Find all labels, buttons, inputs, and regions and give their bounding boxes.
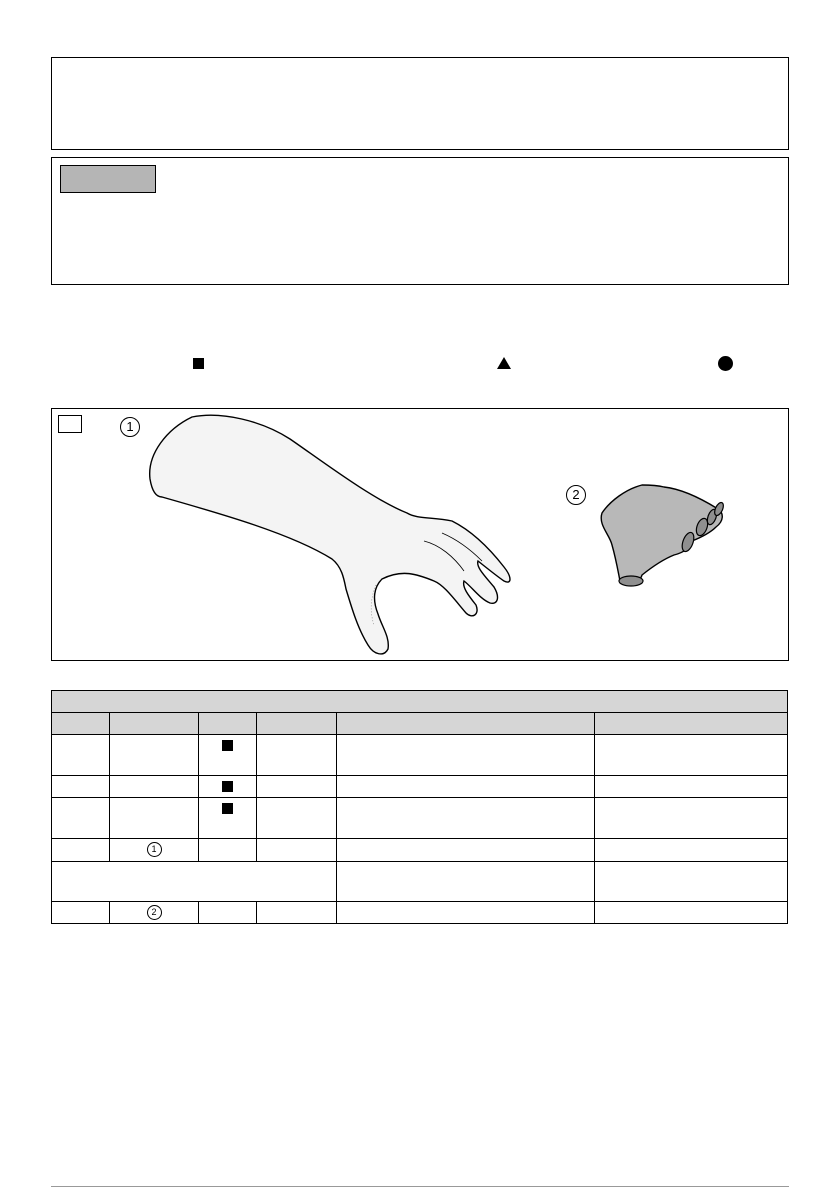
table-row (52, 862, 788, 902)
table-row (52, 839, 788, 862)
header-cell (110, 713, 199, 735)
header-cell (199, 713, 257, 735)
header-cell (52, 713, 110, 735)
header-cell (337, 713, 595, 735)
square-icon (222, 803, 233, 814)
merged-cell (52, 862, 337, 902)
square-icon (222, 781, 233, 792)
spec-table (51, 690, 788, 924)
table-row (52, 798, 788, 839)
table-caption (52, 691, 788, 713)
table-row (52, 902, 788, 924)
notice-box (51, 57, 789, 150)
figure-illustrations (52, 409, 788, 660)
fingerless-cap-illustration (601, 485, 725, 586)
item-1-ref: 1 (147, 842, 162, 857)
table-header-row (52, 713, 788, 735)
item-2-ref: 2 (147, 905, 162, 920)
page-bottom-rule (51, 1186, 789, 1187)
circle-icon (718, 356, 733, 371)
header-cell (595, 713, 788, 735)
square-icon (193, 358, 204, 369)
callout-2: 2 (566, 485, 586, 505)
figure-panel (51, 408, 789, 661)
table-caption-row (52, 691, 788, 713)
header-cell (257, 713, 337, 735)
square-icon (222, 740, 233, 751)
triangle-icon (497, 357, 511, 369)
legend-row (0, 356, 840, 376)
callout-1: 1 (120, 417, 140, 437)
caution-label-tab (60, 165, 156, 193)
table-row (52, 776, 788, 798)
long-glove-illustration (150, 415, 510, 654)
table-row (52, 735, 788, 776)
caution-box (51, 157, 789, 285)
